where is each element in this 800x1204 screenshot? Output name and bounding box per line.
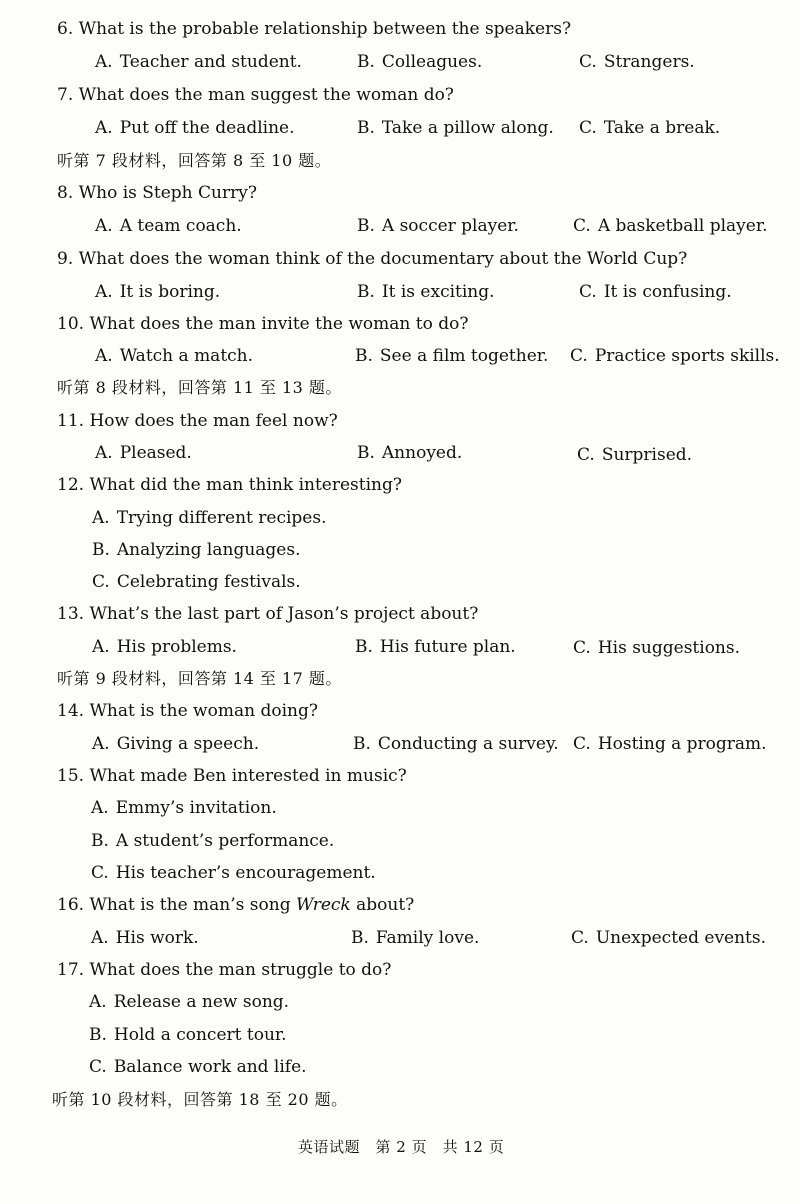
- option-9a: [95, 281, 220, 303]
- option-text: Giving a speech.: [116, 734, 260, 754]
- option-11b: [357, 442, 462, 464]
- question-17: [57, 959, 391, 981]
- option-letter: C.: [570, 346, 588, 366]
- option-letter: A.: [92, 637, 110, 657]
- option-17a: [89, 991, 289, 1013]
- question-text: What does the man invite the woman to do?: [89, 314, 469, 334]
- section-heading-7: 听第 7 段材料，回答第 8 至 10 题。: [57, 151, 332, 170]
- option-text: Release a new song.: [113, 992, 290, 1012]
- option-letter: A.: [95, 282, 113, 302]
- option-6b: [357, 51, 482, 73]
- option-letter: B.: [351, 928, 369, 948]
- option-letter: A.: [91, 928, 109, 948]
- option-14b: [353, 733, 559, 755]
- question-text-end: about?: [356, 895, 415, 915]
- option-text: Family love.: [375, 928, 480, 948]
- question-14: [57, 700, 318, 722]
- option-letter: C.: [573, 216, 591, 236]
- option-letter: C.: [579, 282, 597, 302]
- option-text: See a film together.: [379, 346, 549, 366]
- option-letter: B.: [357, 52, 375, 72]
- option-15c: [91, 862, 376, 884]
- option-8b: [357, 215, 519, 237]
- question-12: [57, 474, 402, 496]
- question-6: [57, 18, 571, 40]
- option-letter: C.: [579, 52, 597, 72]
- option-text: Hosting a program.: [597, 734, 767, 754]
- option-text: Annoyed.: [381, 443, 463, 463]
- option-7c: [579, 117, 720, 139]
- option-7a: [95, 117, 295, 139]
- option-letter: B.: [357, 282, 375, 302]
- option-16c: [571, 927, 766, 949]
- option-17b: [89, 1024, 287, 1046]
- option-text: His suggestions.: [597, 638, 741, 658]
- question-text: What is the probable relationship between the speakers?: [78, 19, 572, 39]
- question-text: What’s the last part of Jason’s project about?: [89, 604, 479, 624]
- option-letter: C.: [571, 928, 589, 948]
- question-13: [57, 603, 478, 625]
- option-text: Teacher and student.: [119, 52, 302, 72]
- option-letter: A.: [95, 118, 113, 138]
- option-text: Analyzing languages.: [116, 540, 301, 560]
- option-text: Unexpected events.: [595, 928, 767, 948]
- option-letter: A.: [95, 346, 113, 366]
- question-number: 6.: [57, 19, 74, 39]
- option-letter: C.: [91, 863, 109, 883]
- option-text: Take a break.: [603, 118, 721, 138]
- option-text: A soccer player.: [381, 216, 519, 236]
- option-16b: [351, 927, 479, 949]
- option-text: Strangers.: [603, 52, 695, 72]
- option-letter: A.: [95, 443, 113, 463]
- question-9: [57, 248, 687, 270]
- question-text: What does the man struggle to do?: [89, 960, 392, 980]
- option-letter: C.: [89, 1057, 107, 1077]
- option-16a: [91, 927, 199, 949]
- question-text: What does the woman think of the documentary about the World Cup?: [78, 249, 688, 269]
- option-9c: [579, 281, 732, 303]
- option-13b: [355, 636, 516, 658]
- option-9b: [357, 281, 495, 303]
- option-6c: [579, 51, 695, 73]
- question-number: 10.: [57, 314, 85, 334]
- option-letter: C.: [573, 734, 591, 754]
- option-text: Take a pillow along.: [381, 118, 554, 138]
- option-12a: [92, 507, 326, 529]
- question-text: What is the woman doing?: [89, 701, 318, 721]
- question-11: [57, 410, 338, 432]
- option-letter: C.: [573, 638, 591, 658]
- option-text: Emmy’s invitation.: [115, 798, 277, 818]
- question-number: 9.: [57, 249, 74, 269]
- option-letter: B.: [357, 443, 375, 463]
- option-13a: [92, 636, 237, 658]
- question-text: How does the man feel now?: [89, 411, 338, 431]
- option-letter: B.: [353, 734, 371, 754]
- option-15b: [91, 830, 334, 852]
- option-text: Practice sports skills.: [594, 346, 780, 366]
- option-letter: C.: [92, 572, 110, 592]
- option-text: Celebrating festivals.: [116, 572, 301, 592]
- option-text: Pleased.: [119, 443, 192, 463]
- option-text: A team coach.: [119, 216, 242, 236]
- option-letter: C.: [577, 445, 595, 465]
- option-14a: [92, 733, 259, 755]
- option-text: Trying different recipes.: [116, 508, 327, 528]
- question-number: 7.: [57, 85, 74, 105]
- question-number: 15.: [57, 766, 85, 786]
- option-7b: [357, 117, 554, 139]
- question-15: [57, 765, 407, 787]
- question-number: 12.: [57, 475, 85, 495]
- option-12c: [92, 571, 301, 593]
- option-letter: B.: [89, 1025, 107, 1045]
- option-text: It is confusing.: [603, 282, 732, 302]
- option-text: It is exciting.: [381, 282, 495, 302]
- question-number: 11.: [57, 411, 85, 431]
- option-letter: A.: [92, 508, 110, 528]
- option-text: Balance work and life.: [113, 1057, 307, 1077]
- song-title: Wreck: [296, 895, 351, 915]
- question-text: What is the man’s song: [89, 895, 291, 915]
- option-15a: [91, 797, 277, 819]
- question-16: [57, 894, 414, 916]
- question-number: 16.: [57, 895, 85, 915]
- question-number: 17.: [57, 960, 85, 980]
- option-14c: [573, 733, 767, 755]
- question-number: 13.: [57, 604, 85, 624]
- option-text: His problems.: [116, 637, 237, 657]
- option-letter: B.: [355, 637, 373, 657]
- option-text: Put off the deadline.: [119, 118, 295, 138]
- question-7: [57, 84, 454, 106]
- option-letter: A.: [95, 216, 113, 236]
- option-text: A student’s performance.: [115, 831, 335, 851]
- option-letter: B.: [355, 346, 373, 366]
- section-heading-10: 听第 10 段材料，回答第 18 至 20 题。: [52, 1090, 348, 1109]
- option-10a: [95, 345, 253, 367]
- option-letter: A.: [92, 734, 110, 754]
- option-letter: C.: [579, 118, 597, 138]
- option-text: Hold a concert tour.: [113, 1025, 287, 1045]
- section-heading-8: 听第 8 段材料，回答第 11 至 13 题。: [57, 378, 342, 397]
- option-8c: [573, 215, 768, 237]
- option-10b: [355, 345, 548, 367]
- option-12b: [92, 539, 301, 561]
- option-letter: A.: [91, 798, 109, 818]
- option-11c: [577, 444, 692, 466]
- option-text: Surprised.: [601, 445, 693, 465]
- option-11a: [95, 442, 192, 464]
- question-text: What made Ben interested in music?: [89, 766, 407, 786]
- question-10: [57, 313, 468, 335]
- question-text: What did the man think interesting?: [89, 475, 402, 495]
- option-6a: [95, 51, 302, 73]
- option-text: Watch a match.: [119, 346, 254, 366]
- option-text: Colleagues.: [381, 52, 483, 72]
- option-letter: A.: [89, 992, 107, 1012]
- question-number: 8.: [57, 183, 74, 203]
- option-17c: [89, 1056, 307, 1078]
- option-13c: [573, 637, 740, 659]
- option-text: His work.: [115, 928, 199, 948]
- option-text: Conducting a survey.: [377, 734, 559, 754]
- option-text: It is boring.: [119, 282, 221, 302]
- option-letter: A.: [95, 52, 113, 72]
- question-8: [57, 182, 257, 204]
- option-text: His future plan.: [379, 637, 516, 657]
- option-10c: [570, 345, 780, 367]
- question-text: What does the man suggest the woman do?: [78, 85, 454, 105]
- option-text: His teacher’s encouragement.: [115, 863, 376, 883]
- option-8a: [95, 215, 242, 237]
- question-number: 14.: [57, 701, 85, 721]
- option-letter: B.: [357, 118, 375, 138]
- section-heading-9: 听第 9 段材料，回答第 14 至 17 题。: [57, 669, 342, 688]
- page-footer: 英语试题 第 2 页 共 12 页: [298, 1138, 505, 1156]
- option-letter: B.: [92, 540, 110, 560]
- option-text: A basketball player.: [597, 216, 768, 236]
- option-letter: B.: [91, 831, 109, 851]
- question-text: Who is Steph Curry?: [78, 183, 257, 203]
- option-letter: B.: [357, 216, 375, 236]
